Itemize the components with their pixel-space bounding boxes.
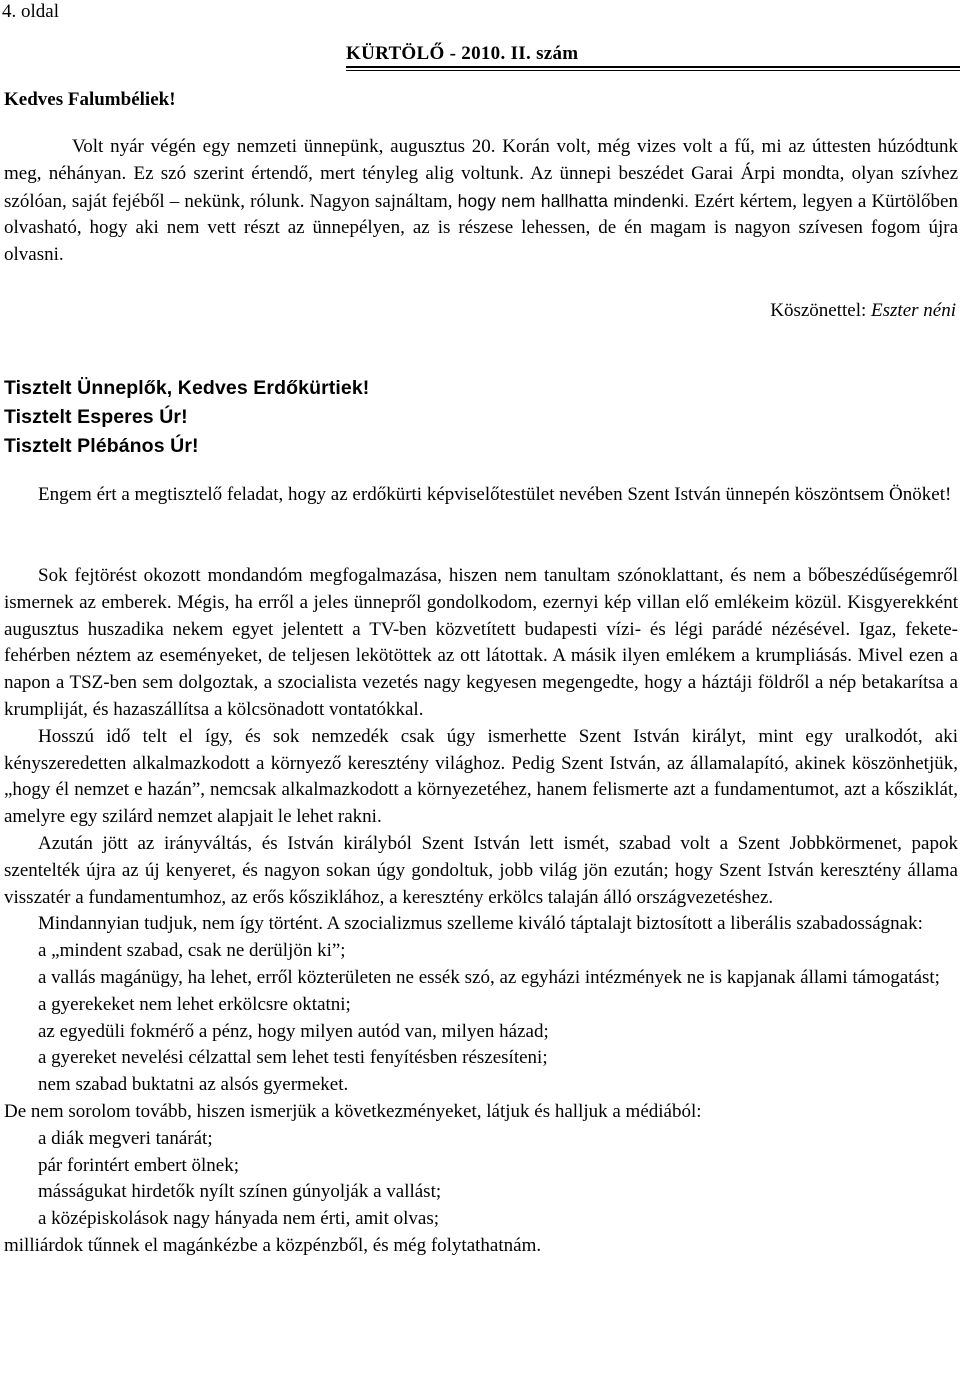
speech-paragraph: Sok fejtörést okozott mondandóm megfogalmazása, hiszen nem tanultam szónoklattant, és nem a bőbeszédűségemről ismernek az emberek. Mégis, ha erről a jeles ünnepről gondolkodom, ezernyi kép villan elő emlékeim közül. Kisgyerekként augusztus huszadika nekem egyet jelentett a TV-ben közvetített budapesti vízi- és légi parádé nézésével. Igaz, fekete-fehérben néztem az eseményeket, de teljesen lekötöttek az ott látottak. A másik ilyen emlékem a krumpliásás. Mivel ezen a napon a TSZ-ben sem dolgoztak, a szocialista vezetés nagy kegyesen megengedte, hogy a háztáji földről a nép betakarítsa a krumpliját, és hazaszállítsa a kölcsönadott vontatókkal. <box>4 565 958 720</box>
speech-body <box>4 563 958 1260</box>
letter-paragraph-sans: hogy nem hallhatta mindenki. <box>457 190 690 211</box>
list-item: a gyerekeket nem lehet erkölcsre oktatni; <box>38 993 351 1015</box>
list-item: másságukat hirdetők nyílt színen gúnyolják a vallást; <box>38 1181 442 1203</box>
salutation-line: Tisztelt Esperes Úr! <box>4 406 188 428</box>
speech-paragraph: Hosszú idő telt el így, és sok nemzedék csak úgy ismerhette Szent István királyt, mint egy uralkodót, aki kényszeredetten alkalmazkodott a környező keresztény világhoz. Pedig Szent István, az államalapító, akinek köszönhetjük, „hogy él nemzet e hazán”, nemcsak alkalmazkodott a környezetéhez, hanem felismerte azt a fundamentumot, azt a kősziklát, amelyre egy szilárd nemzet alapjait le lehet rakni. <box>4 725 958 828</box>
speech-intro <box>4 482 958 509</box>
letter-greeting: Kedves Falumbéliek! <box>4 89 176 110</box>
thanks-label: Köszönettel: <box>770 300 867 321</box>
salutation-line: Tisztelt Plébános Úr! <box>4 435 199 457</box>
masthead-rule-thin <box>346 70 960 71</box>
page-number: 4. oldal <box>2 1 59 22</box>
list-item: az egyedüli fokmérő a pénz, hogy milyen autód van, milyen házad; <box>38 1020 549 1042</box>
list-item: nem szabad buktatni az alsós gyermeket. <box>38 1074 349 1096</box>
letter-body <box>4 134 958 269</box>
masthead-title: KÜRTÖLŐ - 2010. II. szám <box>346 43 579 64</box>
speech-salutations <box>4 374 369 461</box>
masthead-rule-thick <box>346 66 960 68</box>
list-item: a „mindent szabad, csak ne derüljön ki”; <box>38 940 346 962</box>
list-item: pár forintért embert ölnek; <box>38 1154 240 1176</box>
list-item: a vallás magánügy, ha lehet, erről közterületen ne essék szó, az egyházi intézmények ne is kapjanak állami támogatást; <box>38 966 940 988</box>
speech-transition: De nem sorolom tovább, hiszen ismerjük a következményeket, látjuk és halljuk a médiából: <box>4 1100 702 1122</box>
letter-paragraph-tail: Ezért kértem, legyen a Kürtölőben olvasható, hogy aki nem vett részt az ünnepélyen, az is részese lehessen, de én magam is nagyon szívesen fogom újra olvasni. <box>4 190 958 266</box>
letter-thanks <box>770 298 956 324</box>
speech-intro-paragraph: Engem ért a megtisztelő feladat, hogy az erdőkürti képviselőtestület nevében Szent István ünnepén köszöntsem Önöket! <box>38 484 952 505</box>
speech-paragraph: Mindannyian tudjuk, nem így történt. A szocializmus szelleme kiváló táptalajt biztosított a liberális szabadosságnak: <box>38 913 923 935</box>
letter-paragraph-serif: Volt nyár végén egy nemzeti ünnepünk, augusztus 20. Korán volt, még vizes volt a fű, mi az úttesten húzódtunk meg, néhányan. Ez szó szerint értendő, mert tényleg alig voltunk. Az ünnepi beszédet Garai Árpi mondta, olyan szívhez szólóan, saját fejéből – nekünk, rólunk. Nagyon sajnáltam, <box>4 136 958 212</box>
list-item: a középiskolások nagy hányada nem érti, amit olvas; <box>38 1208 439 1230</box>
salutation-line: Tisztelt Ünneplők, Kedves Erdőkürtiek! <box>4 377 370 399</box>
list-item: a gyereket nevelési célzattal sem lehet testi fenyítésben részesíteni; <box>38 1047 548 1069</box>
thanks-signature: Eszter néni <box>871 300 956 321</box>
list-item: a diák megveri tanárát; <box>38 1127 213 1149</box>
speech-closing-line: milliárdok tűnnek el magánkézbe a közpénzből, és még folytathatnám. <box>4 1234 542 1256</box>
letter-paragraph <box>4 134 958 269</box>
speech-paragraph: Azután jött az irányváltás, és István királyból Szent István lett ismét, szabad volt a Szent Jobbkörmenet, papok szentelték újra az új kenyeret, és nagyon sokan úgy gondoltuk, jobb világ jön ezután; hogy Szent István keresztény állama visszatér a fundamentumhoz, az erős kősziklához, a keresztény erkölcs talaján álló országvezetéshez. <box>4 832 958 908</box>
